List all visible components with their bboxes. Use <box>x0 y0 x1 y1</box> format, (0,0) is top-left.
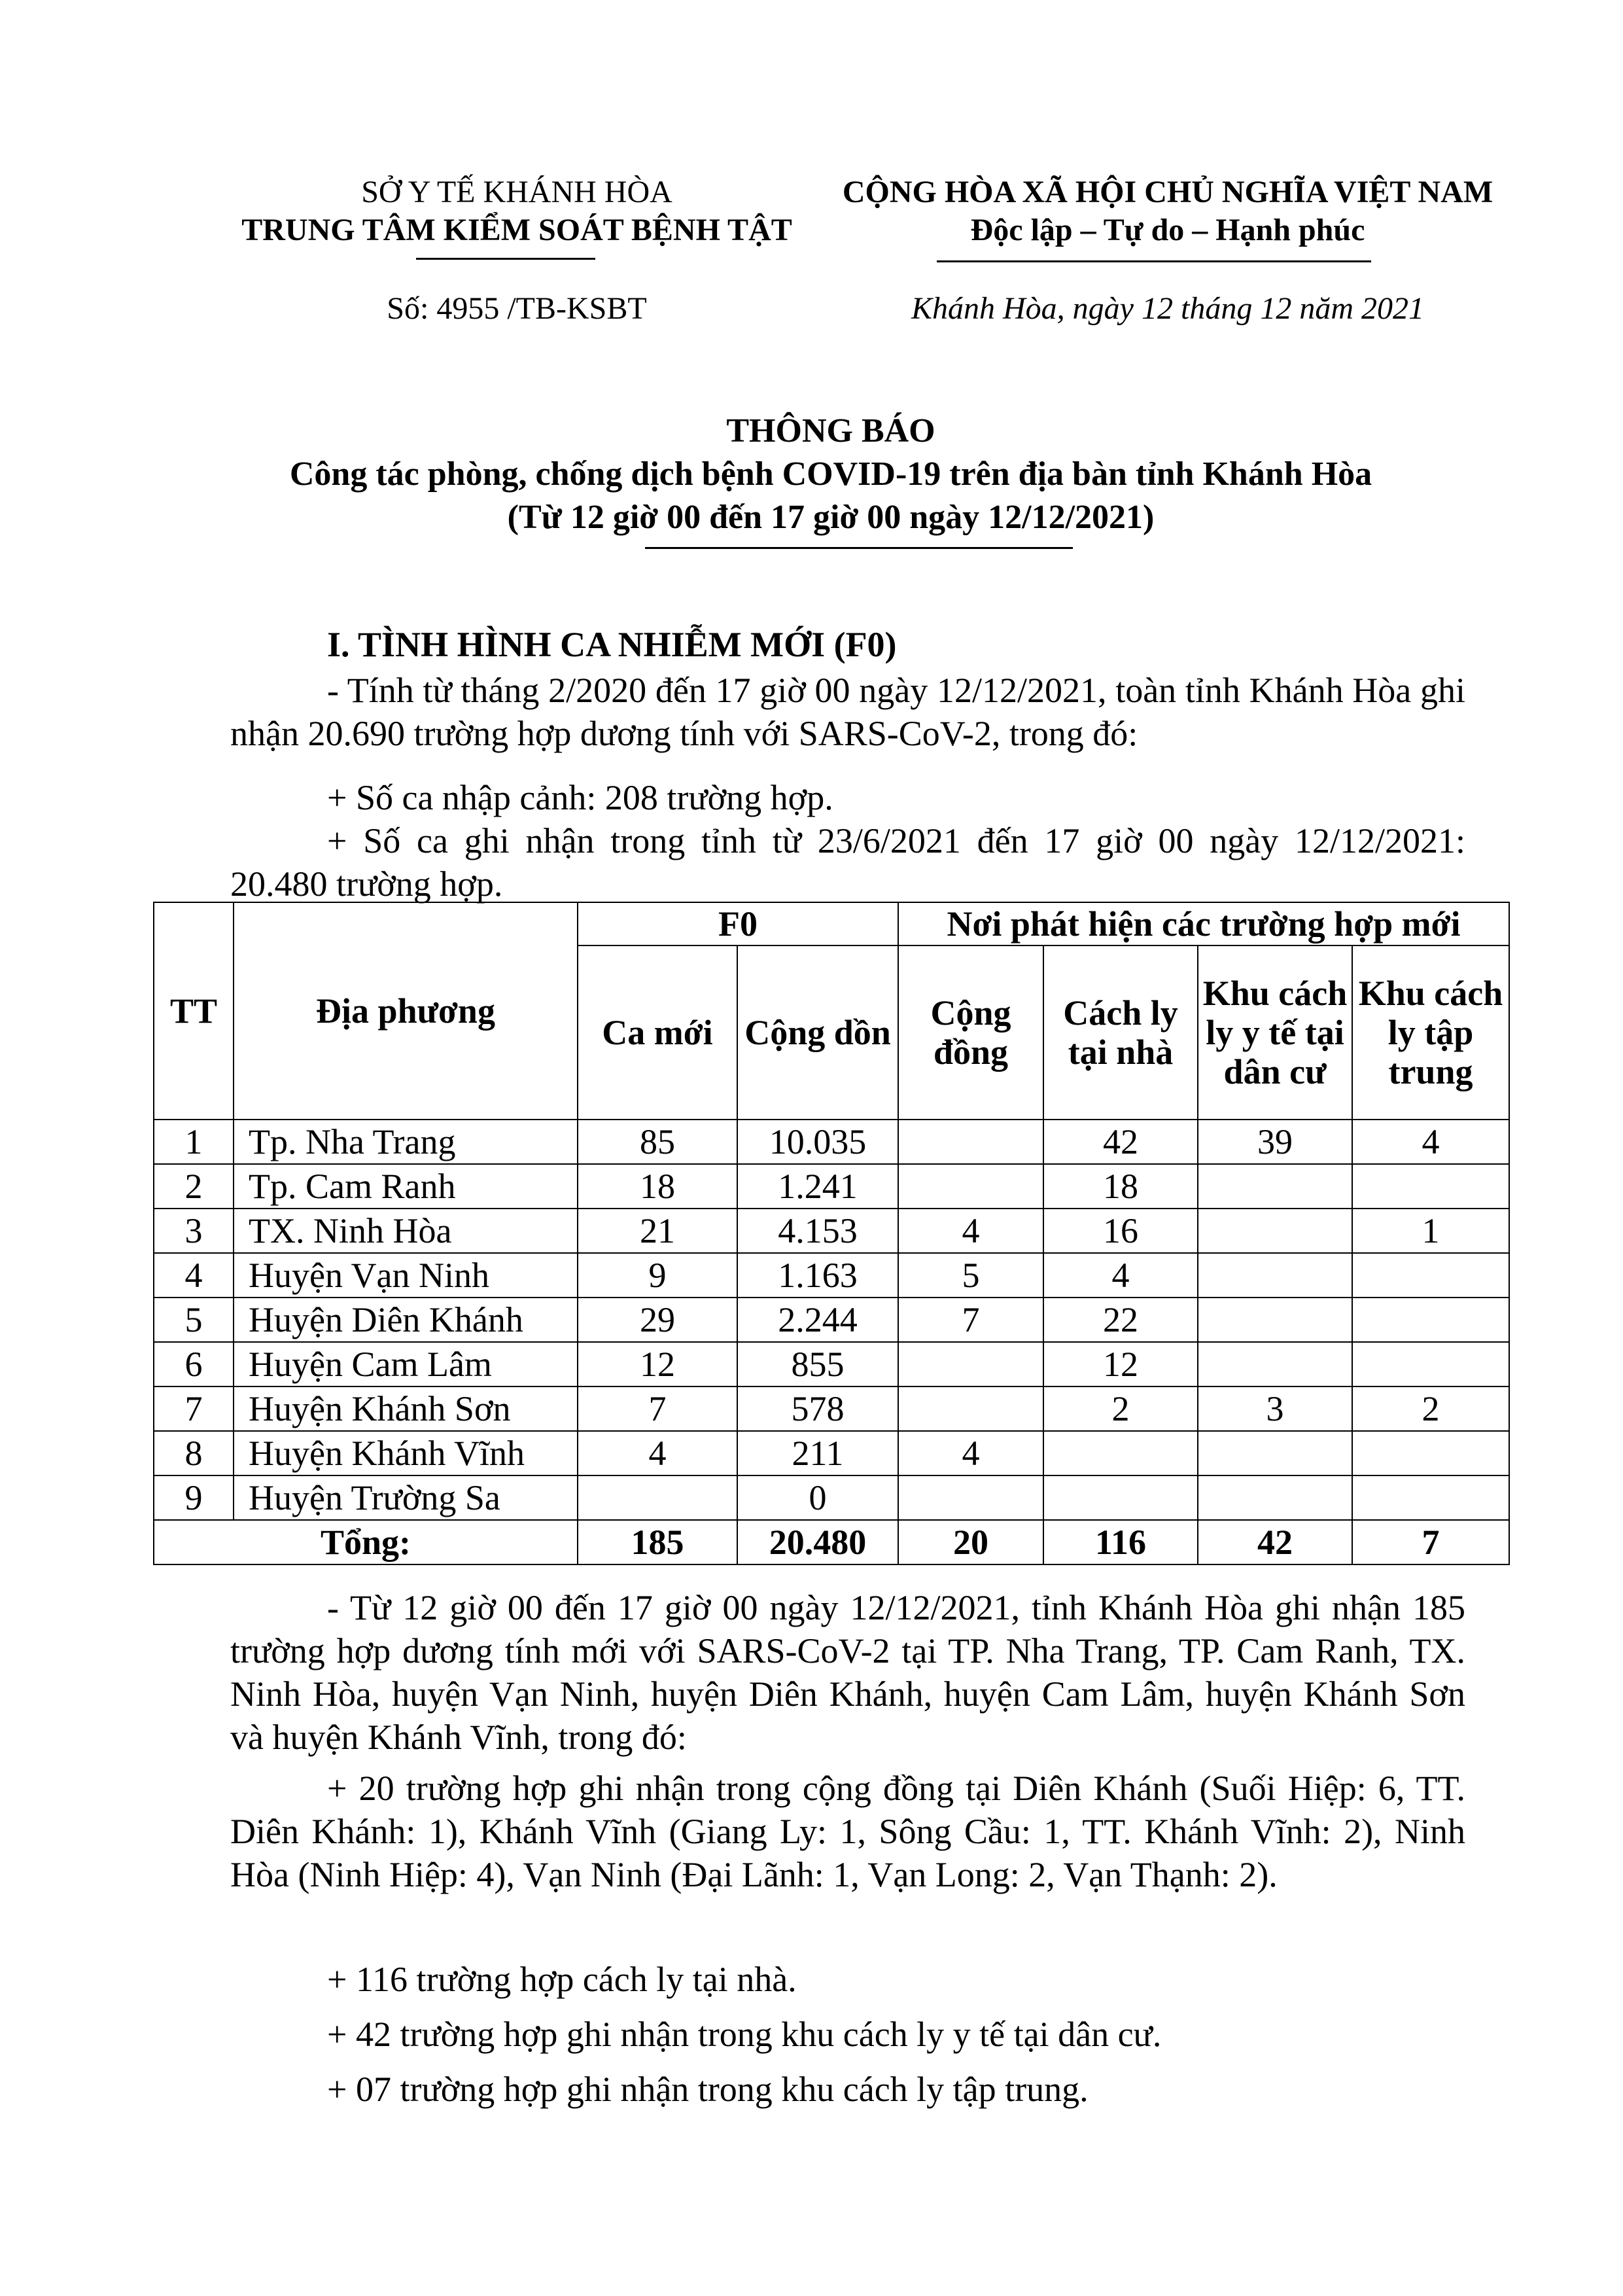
header-central-quarantine: Khu cách ly tập trung <box>1352 945 1509 1120</box>
summary-paragraph-2: + 20 trường hợp ghi nhận trong cộng đồng tại Diên Khánh (Suối Hiệp: 6, TT. Diên Khánh: 1), Khánh Vĩnh (Giang Ly: 1, Sông Cầu: 1, TT. Khánh Vĩnh: 2), Ninh Hòa (Ninh Hiệp: 4), Vạn Ninh (Đại Lãnh: 1, Vạn Long: 2, Vạn Thạnh: 2). <box>230 1769 1465 1894</box>
table-cell: 8 <box>154 1431 234 1475</box>
table-cell: Tp. Nha Trang <box>234 1120 578 1164</box>
total-community: 20 <box>898 1520 1043 1564</box>
table-cell: 1.241 <box>737 1164 898 1209</box>
table-cell: 16 <box>1043 1209 1198 1253</box>
table-cell <box>1352 1342 1509 1386</box>
table-cell: Huyện Vạn Ninh <box>234 1253 578 1298</box>
table-cell: 1 <box>154 1120 234 1164</box>
table-cell <box>898 1342 1043 1386</box>
table-cell <box>1198 1475 1352 1520</box>
table-cell <box>1352 1253 1509 1298</box>
table-cell: 9 <box>154 1475 234 1520</box>
table-cell: 18 <box>1043 1164 1198 1209</box>
table-cell: Huyện Cam Lâm <box>234 1342 578 1386</box>
table-cell: 7 <box>898 1298 1043 1342</box>
table-cell <box>1198 1209 1352 1253</box>
summary-paragraph-5: + 07 trường hợp ghi nhận trong khu cách ly tập trung. <box>327 2070 1089 2109</box>
table-cell: 578 <box>737 1386 898 1431</box>
summary-paragraph-1: - Từ 12 giờ 00 đến 17 giờ 00 ngày 12/12/2021, tỉnh Khánh Hòa ghi nhận 185 trường hợp dương tính mới với SARS-CoV-2 tại TP. Nha Trang, TP. Cam Ranh, TX. Ninh Hòa, huyện Vạn Ninh, huyện Diên Khánh, huyện Cam Lâm, huyện Khánh Sơn và huyện Khánh Vĩnh, trong đó: <box>230 1588 1465 1757</box>
table-cell: 5 <box>154 1298 234 1342</box>
motto-underline <box>937 260 1371 262</box>
table-cell: 1 <box>1352 1209 1509 1253</box>
table-cell: Huyện Diên Khánh <box>234 1298 578 1342</box>
table-cell: 1.163 <box>737 1253 898 1298</box>
table-cell <box>1043 1431 1198 1475</box>
table-cell: 4 <box>1352 1120 1509 1164</box>
table-cell <box>1198 1164 1352 1209</box>
table-row <box>154 1298 1509 1342</box>
section-paragraph-2: + Số ca nhập cảnh: 208 trường hợp. <box>327 778 833 817</box>
table-cell <box>898 1475 1043 1520</box>
table-cell: 4 <box>1043 1253 1198 1298</box>
table-cell: TX. Ninh Hòa <box>234 1209 578 1253</box>
table-cell: Huyện Trường Sa <box>234 1475 578 1520</box>
table-row <box>154 1475 1509 1520</box>
header-new-cases: Ca mới <box>578 945 737 1120</box>
header-f0: F0 <box>578 902 898 945</box>
table-cell: 3 <box>154 1209 234 1253</box>
section-paragraph-1: - Tính từ tháng 2/2020 đến 17 giờ 00 ngày 12/12/2021, toàn tỉnh Khánh Hòa ghi nhận 20.690 trường hợp dương tính với SARS-CoV-2, trong đó: <box>230 671 1465 753</box>
table-cell: 12 <box>578 1342 737 1386</box>
table-cell: 2 <box>154 1164 234 1209</box>
table-cell <box>898 1386 1043 1431</box>
table-cell: 4 <box>898 1209 1043 1253</box>
place-date: Khánh Hòa, ngày 12 tháng 12 năm 2021 <box>911 291 1424 326</box>
total-home-isolation: 116 <box>1043 1520 1198 1564</box>
table-row <box>154 1209 1509 1253</box>
header-locality: Địa phương <box>234 902 578 1120</box>
table-cell <box>1043 1475 1198 1520</box>
table-cell: 4 <box>898 1431 1043 1475</box>
total-new-cases: 185 <box>578 1520 737 1564</box>
header-tt: TT <box>154 902 234 1120</box>
cases-table <box>153 902 1510 1565</box>
total-cumulative: 20.480 <box>737 1520 898 1564</box>
table-cell: 4 <box>154 1253 234 1298</box>
table-row <box>154 1164 1509 1209</box>
table-row <box>154 1386 1509 1431</box>
total-central-quarantine: 7 <box>1352 1520 1509 1564</box>
table-row <box>154 1431 1509 1475</box>
table-body <box>154 1120 1509 1520</box>
table-cell: 3 <box>1198 1386 1352 1431</box>
document-subtitle: Công tác phòng, chống dịch bệnh COVID-19 trên địa bàn tỉnh Khánh Hòa <box>289 455 1372 493</box>
table-cell: 2.244 <box>737 1298 898 1342</box>
table-cell: 42 <box>1043 1120 1198 1164</box>
table-cell <box>898 1164 1043 1209</box>
table-cell <box>1198 1253 1352 1298</box>
header-cumulative: Cộng dồn <box>737 945 898 1120</box>
table-cell <box>1198 1298 1352 1342</box>
table-row <box>154 1120 1509 1164</box>
header-community: Cộng đồng <box>898 945 1043 1120</box>
national-motto: Độc lập – Tự do – Hạnh phúc <box>970 213 1365 247</box>
table-cell: 85 <box>578 1120 737 1164</box>
table-cell <box>1352 1164 1509 1209</box>
table-cell: 7 <box>578 1386 737 1431</box>
table-cell <box>1198 1431 1352 1475</box>
total-label: Tổng: <box>154 1520 578 1564</box>
table-cell: 4.153 <box>737 1209 898 1253</box>
table-cell: 21 <box>578 1209 737 1253</box>
table-cell: Huyện Khánh Sơn <box>234 1386 578 1431</box>
table-cell: 9 <box>578 1253 737 1298</box>
table-row <box>154 1253 1509 1298</box>
table-cell: 10.035 <box>737 1120 898 1164</box>
table-cell: 29 <box>578 1298 737 1342</box>
header-home-isolation: Cách ly tại nhà <box>1043 945 1198 1120</box>
total-residential-quarantine: 42 <box>1198 1520 1352 1564</box>
summary-paragraph-4: + 42 trường hợp ghi nhận trong khu cách ly y tế tại dân cư. <box>327 2015 1162 2054</box>
table-cell: 22 <box>1043 1298 1198 1342</box>
table-row <box>154 1342 1509 1386</box>
agency-underline <box>416 258 595 260</box>
table-cell: 855 <box>737 1342 898 1386</box>
section-heading: I. TÌNH HÌNH CA NHIỄM MỚI (F0) <box>327 625 897 664</box>
agency-name: TRUNG TÂM KIỂM SOÁT BỆNH TẬT <box>241 213 792 247</box>
table-cell <box>1198 1342 1352 1386</box>
header-residential-quarantine: Khu cách ly y tế tại dân cư <box>1198 945 1352 1120</box>
title-underline <box>645 547 1073 549</box>
table-cell: 12 <box>1043 1342 1198 1386</box>
table-total-row <box>154 1520 1509 1564</box>
table-cell <box>578 1475 737 1520</box>
table-cell: Huyện Khánh Vĩnh <box>234 1431 578 1475</box>
table-cell: 18 <box>578 1164 737 1209</box>
document-title: THÔNG BÁO <box>726 412 935 450</box>
section-paragraph-3: + Số ca ghi nhận trong tỉnh từ 23/6/2021 đến 17 giờ 00 ngày 12/12/2021: 20.480 trường hợp. <box>230 821 1465 904</box>
table-cell <box>898 1120 1043 1164</box>
table-cell <box>1352 1475 1509 1520</box>
table-cell: 2 <box>1352 1386 1509 1431</box>
agency-parent: SỞ Y TẾ KHÁNH HÒA <box>361 175 672 209</box>
summary-paragraph-3: + 116 trường hợp cách ly tại nhà. <box>327 1960 797 1999</box>
table-cell: 2 <box>1043 1386 1198 1431</box>
table-cell: 39 <box>1198 1120 1352 1164</box>
document-period: (Từ 12 giờ 00 đến 17 giờ 00 ngày 12/12/2021) <box>507 499 1155 536</box>
table-cell: 7 <box>154 1386 234 1431</box>
national-title: CỘNG HÒA XÃ HỘI CHỦ NGHĨA VIỆT NAM <box>842 175 1493 209</box>
table-cell: 4 <box>578 1431 737 1475</box>
table-cell <box>1352 1431 1509 1475</box>
table-cell: 0 <box>737 1475 898 1520</box>
table-cell: 211 <box>737 1431 898 1475</box>
table-cell <box>1352 1298 1509 1342</box>
table-cell: 5 <box>898 1253 1043 1298</box>
document-number: Số: 4955 /TB-KSBT <box>387 291 647 326</box>
table-cell: Tp. Cam Ranh <box>234 1164 578 1209</box>
table-cell: 6 <box>154 1342 234 1386</box>
header-where-found: Nơi phát hiện các trường hợp mới <box>898 902 1509 945</box>
